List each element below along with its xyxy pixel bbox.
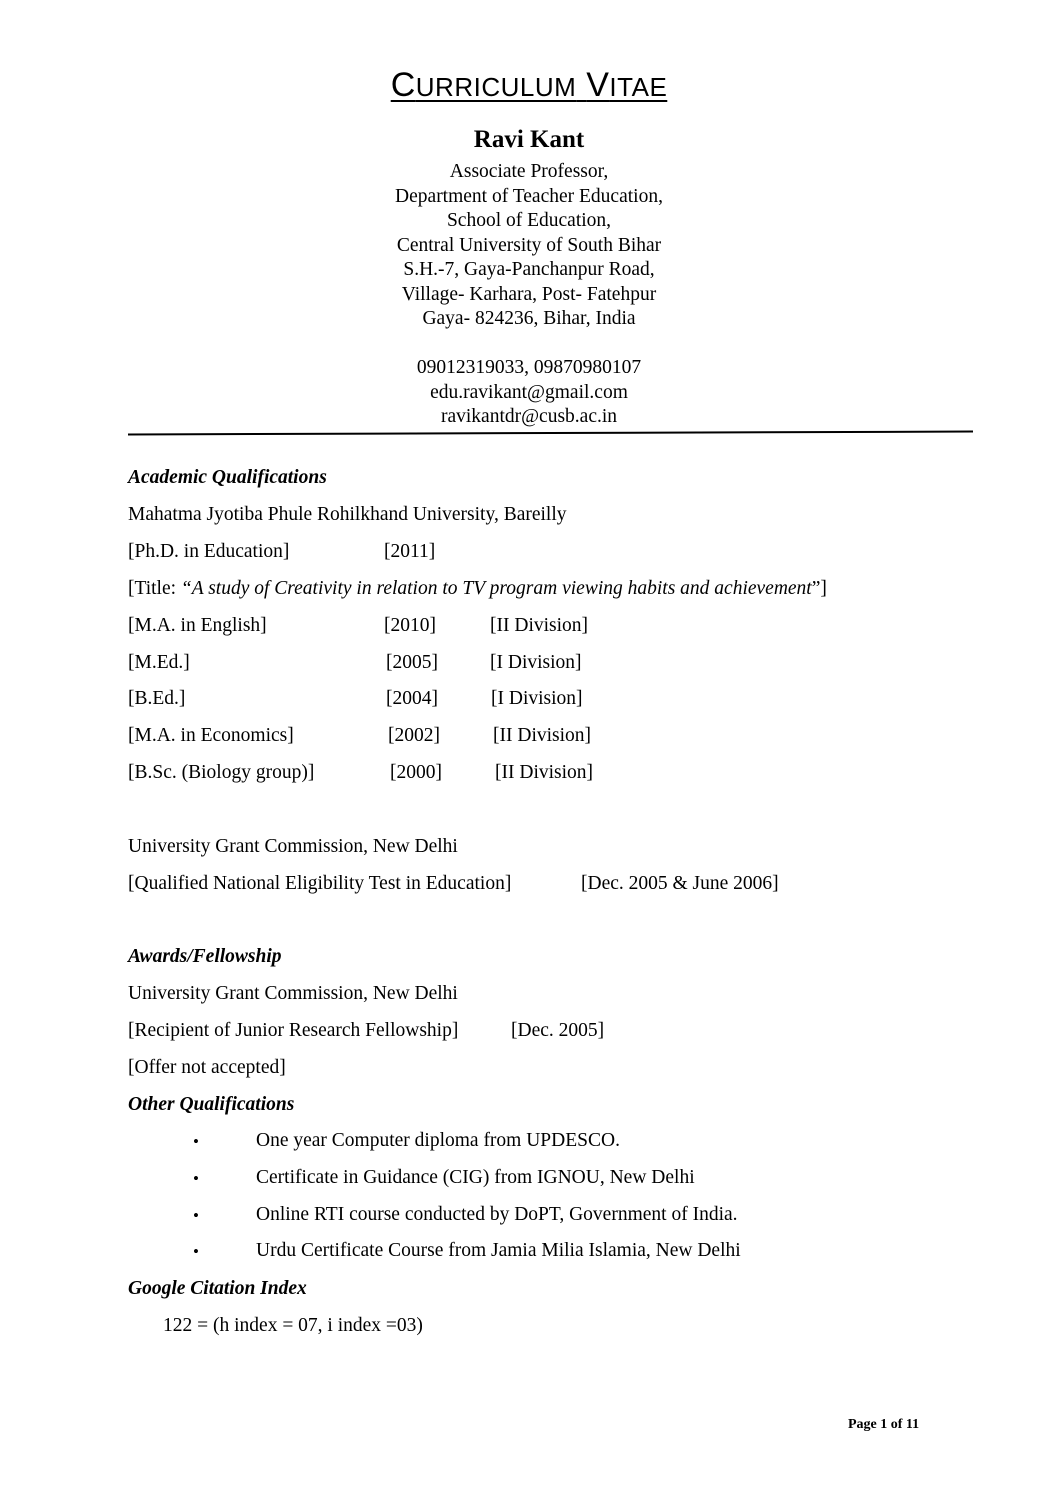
other-item: Online RTI course conducted by DoPT, Government of India. <box>256 1204 738 1225</box>
phd-title: “A study of Creativity in relation to TV program viewing habits and achievement <box>180 578 812 599</box>
jrf-award: [Recipient of Junior Research Fellowship] <box>128 1020 459 1041</box>
awards-org: University Grant Commission, New Delhi <box>128 983 458 1004</box>
phd-year: [2011] <box>384 541 436 562</box>
citation-index: 122 = (h index = 07, i index =03) <box>163 1315 423 1336</box>
header-line: S.H.-7, Gaya-Panchanpur Road, <box>403 259 655 280</box>
header-line: Gaya- 824236, Bihar, India <box>422 308 636 329</box>
degree: [B.Sc. (Biology group)] <box>128 762 315 783</box>
header-line: Village- Karhara, Post- Fatehpur <box>401 283 657 305</box>
degree: [B.Ed.] <box>128 688 186 709</box>
degree-year: [2010] <box>384 615 436 636</box>
ugc-org: University Grant Commission, New Delhi <box>128 836 458 857</box>
other-item: Certificate in Guidance (CIG) from IGNOU, New Delhi <box>256 1167 695 1188</box>
email-primary: edu.ravikant@gmail.com <box>430 381 628 403</box>
net-dates: [Dec. 2005 & June 2006] <box>581 873 779 894</box>
degree-division: [II Division] <box>493 725 592 746</box>
degree-division: [I Division] <box>490 652 582 673</box>
page-number: Page 1 of 11 <box>848 1417 920 1432</box>
bullet-icon: • <box>193 1169 199 1188</box>
degree-year: [2005] <box>386 652 438 673</box>
jrf-note: [Offer not accepted] <box>128 1057 286 1078</box>
section-heading-academic: Academic Qualifications <box>128 467 327 488</box>
degree-division: [II Division] <box>490 615 589 636</box>
degree-division: [I Division] <box>491 688 583 709</box>
document-title: CURRICULUM VITAE <box>390 66 668 104</box>
net-qualification: [Qualified National Eligibility Test in Education] <box>128 873 512 894</box>
degree-year: [2004] <box>386 688 438 709</box>
degree-year: [2000] <box>390 762 442 783</box>
other-item: One year Computer diploma from UPDESCO. <box>256 1130 620 1151</box>
email-secondary: ravikantdr@cusb.ac.in <box>440 406 618 427</box>
phone-numbers: 09012319033, 09870980107 <box>416 357 642 378</box>
jrf-date: [Dec. 2005] <box>511 1020 605 1041</box>
phd-degree: [Ph.D. in Education] <box>128 541 290 562</box>
bullet-icon: • <box>193 1242 199 1261</box>
section-heading-other: Other Qualifications <box>128 1094 295 1115</box>
degree-year: [2002] <box>388 725 440 746</box>
header-line: School of Education, <box>446 210 612 231</box>
header-line: Central University of South Bihar <box>396 234 662 256</box>
header-line: Associate Professor, <box>449 161 609 182</box>
header-line: Department of Teacher Education, <box>395 185 663 207</box>
degree: [M.A. in Economics] <box>128 725 294 746</box>
header-divider <box>128 431 973 436</box>
other-item: Urdu Certificate Course from Jamia Milia Islamia, New Delhi <box>256 1240 741 1261</box>
bullet-icon: • <box>193 1206 199 1225</box>
degree: [M.A. in English] <box>128 615 267 636</box>
section-heading-citation: Google Citation Index <box>128 1278 307 1299</box>
bullet-icon: • <box>193 1132 199 1151</box>
degree: [M.Ed.] <box>128 652 190 673</box>
degree-division: [II Division] <box>495 762 594 783</box>
university-name: Mahatma Jyotiba Phule Rohilkhand University, Bareilly <box>128 504 567 525</box>
section-heading-awards: Awards/Fellowship <box>128 946 282 967</box>
person-name: Ravi Kant <box>473 126 585 153</box>
phd-title-line: [Title: “A study of Creativity in relation to TV program viewing habits and achievement”] <box>128 578 827 599</box>
